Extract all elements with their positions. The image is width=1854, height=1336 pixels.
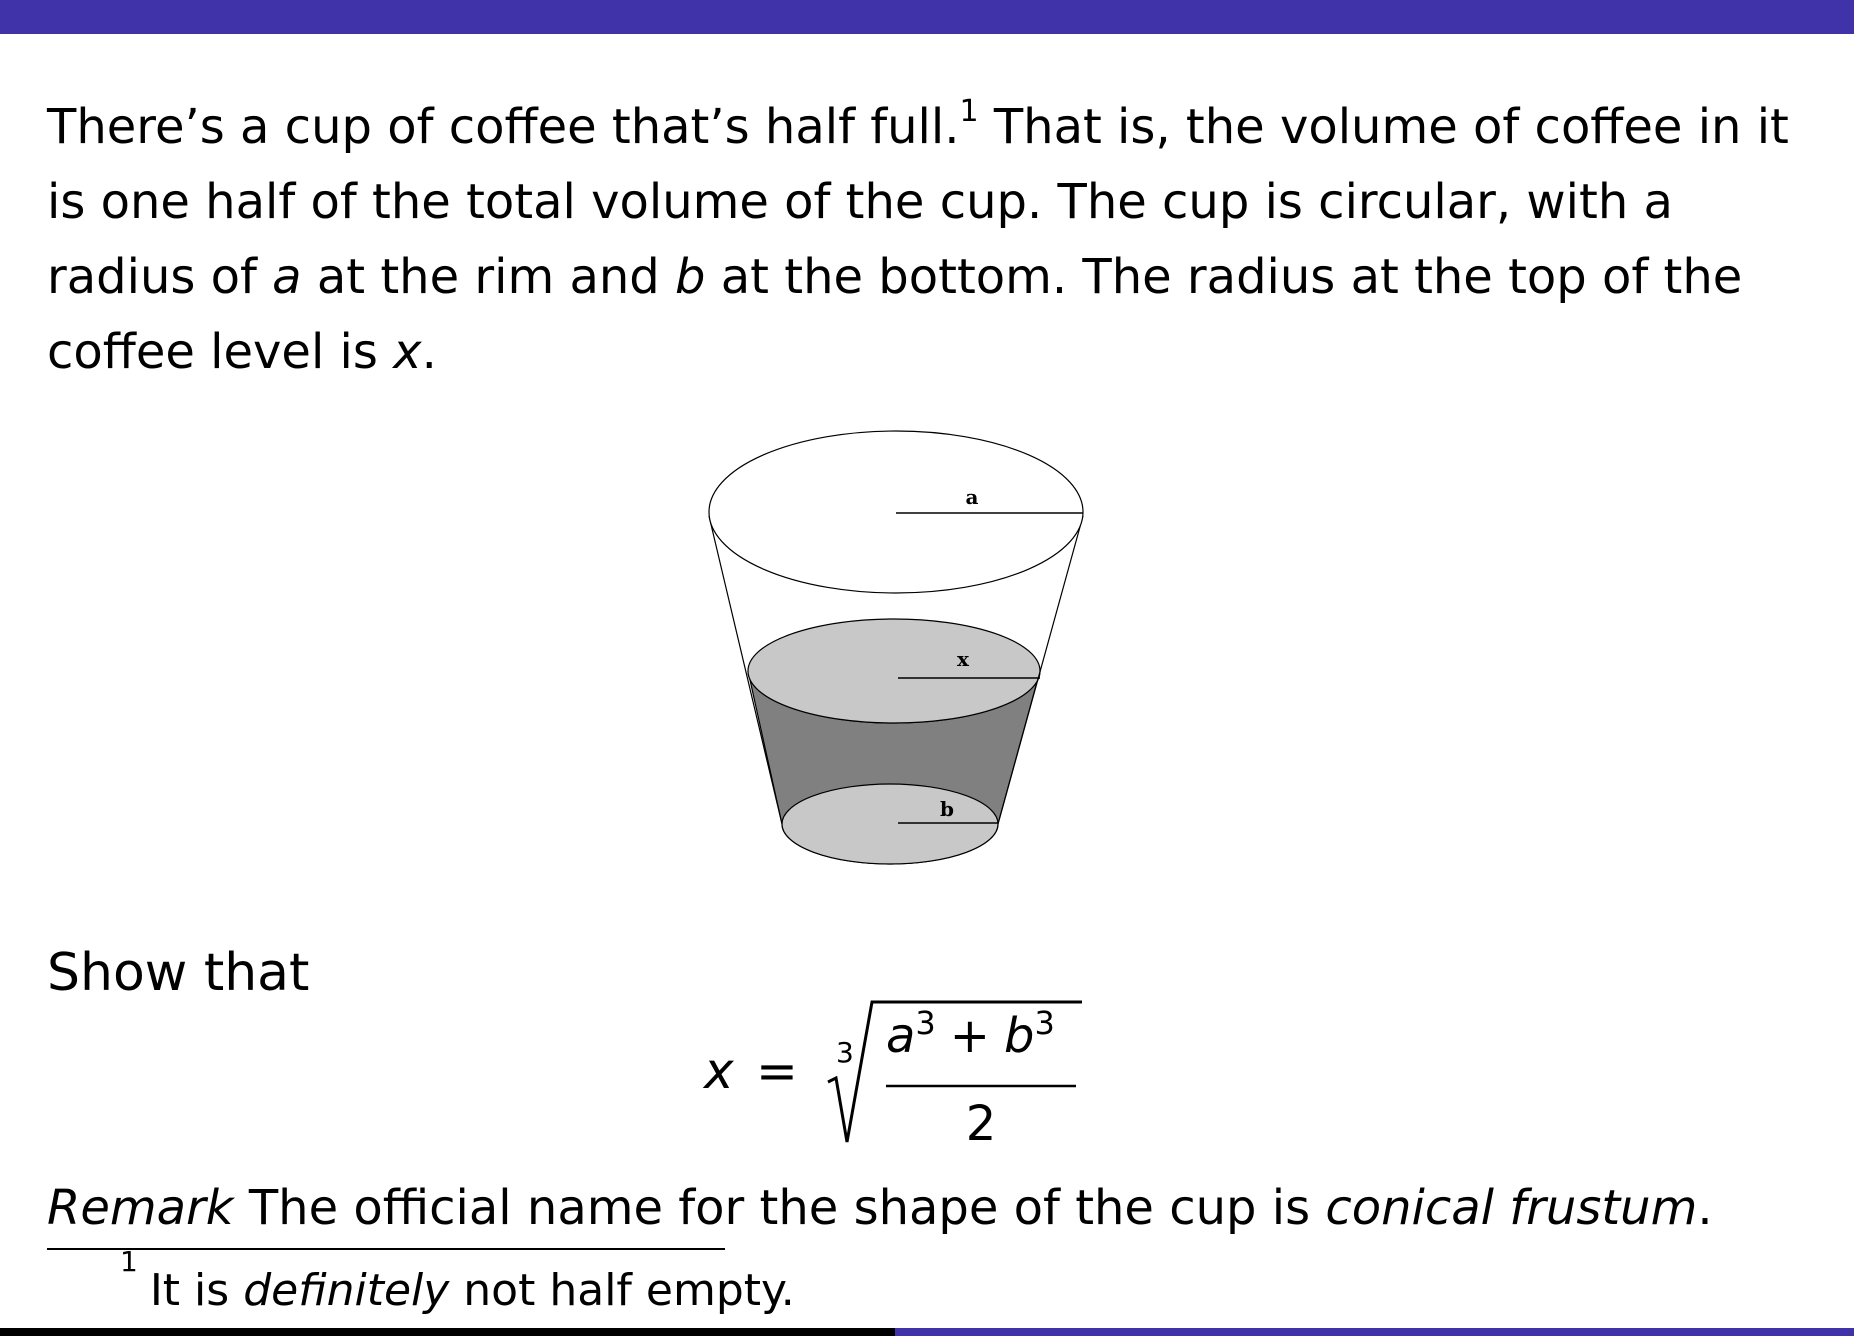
label-b: b bbox=[940, 797, 954, 821]
footnote-rule bbox=[47, 1248, 725, 1250]
label-x: x bbox=[957, 647, 969, 671]
remark-term: conical frustum bbox=[1325, 1180, 1698, 1236]
bottom-bar-left bbox=[0, 1328, 895, 1336]
variable-x: x bbox=[393, 324, 422, 380]
bottom-bar-right bbox=[895, 1328, 1854, 1336]
coffee-cup-diagram bbox=[700, 426, 1100, 876]
remark-end: . bbox=[1697, 1180, 1713, 1236]
label-a: a bbox=[965, 485, 979, 509]
cup-rim-ellipse bbox=[709, 431, 1083, 593]
formula-lhs-x: x bbox=[704, 1042, 734, 1100]
footnote-text-1: It is bbox=[149, 1265, 244, 1316]
footnote-mark: 1 bbox=[120, 1245, 138, 1279]
paragraph-text-2: That is, the volume of coffee in it is one half of the total volume of the cup. The cup is circular, with a radius of bbox=[47, 99, 1789, 305]
variable-a: a bbox=[272, 249, 302, 305]
numerator-a: a bbox=[886, 1008, 916, 1064]
paragraph-text-5: . bbox=[421, 324, 437, 380]
problem-paragraph bbox=[47, 90, 1827, 390]
show-that-text: Show that bbox=[47, 943, 310, 1003]
cup-bottom-ellipse bbox=[782, 784, 998, 864]
coffee-surface-ellipse bbox=[748, 619, 1040, 723]
numerator-exp-a: 3 bbox=[915, 1004, 936, 1042]
footnote bbox=[120, 1245, 795, 1322]
formula-graphic bbox=[690, 990, 1110, 1150]
top-accent-bar bbox=[0, 0, 1854, 34]
numerator-b: b bbox=[1004, 1008, 1035, 1064]
remark-label: Remark bbox=[47, 1180, 234, 1236]
remark-paragraph bbox=[47, 1176, 1827, 1240]
remark-text: The official name for the shape of the cup is bbox=[233, 1180, 1326, 1236]
denominator: 2 bbox=[965, 1096, 997, 1150]
root-index: 3 bbox=[836, 1036, 854, 1069]
paragraph-text-3: at the rim and bbox=[301, 249, 676, 305]
footnote-emphasis: definitely bbox=[243, 1265, 450, 1316]
formula-equals: = bbox=[756, 1042, 798, 1100]
numerator-plus: + bbox=[949, 1008, 990, 1064]
variable-b: b bbox=[675, 249, 706, 305]
footnote-text-2: not half empty. bbox=[449, 1265, 795, 1316]
cup-illustration bbox=[700, 426, 1100, 876]
paragraph-text-4: at the bottom. The radius at the top of the coffee level is bbox=[47, 249, 1743, 380]
paragraph-text-1: There’s a cup of coffee that’s half full. bbox=[47, 99, 960, 155]
cube-root-formula bbox=[690, 990, 1110, 1150]
footnote-reference[interactable]: 1 bbox=[959, 94, 979, 129]
numerator bbox=[886, 1004, 1055, 1064]
numerator-exp-b: 3 bbox=[1034, 1004, 1055, 1042]
